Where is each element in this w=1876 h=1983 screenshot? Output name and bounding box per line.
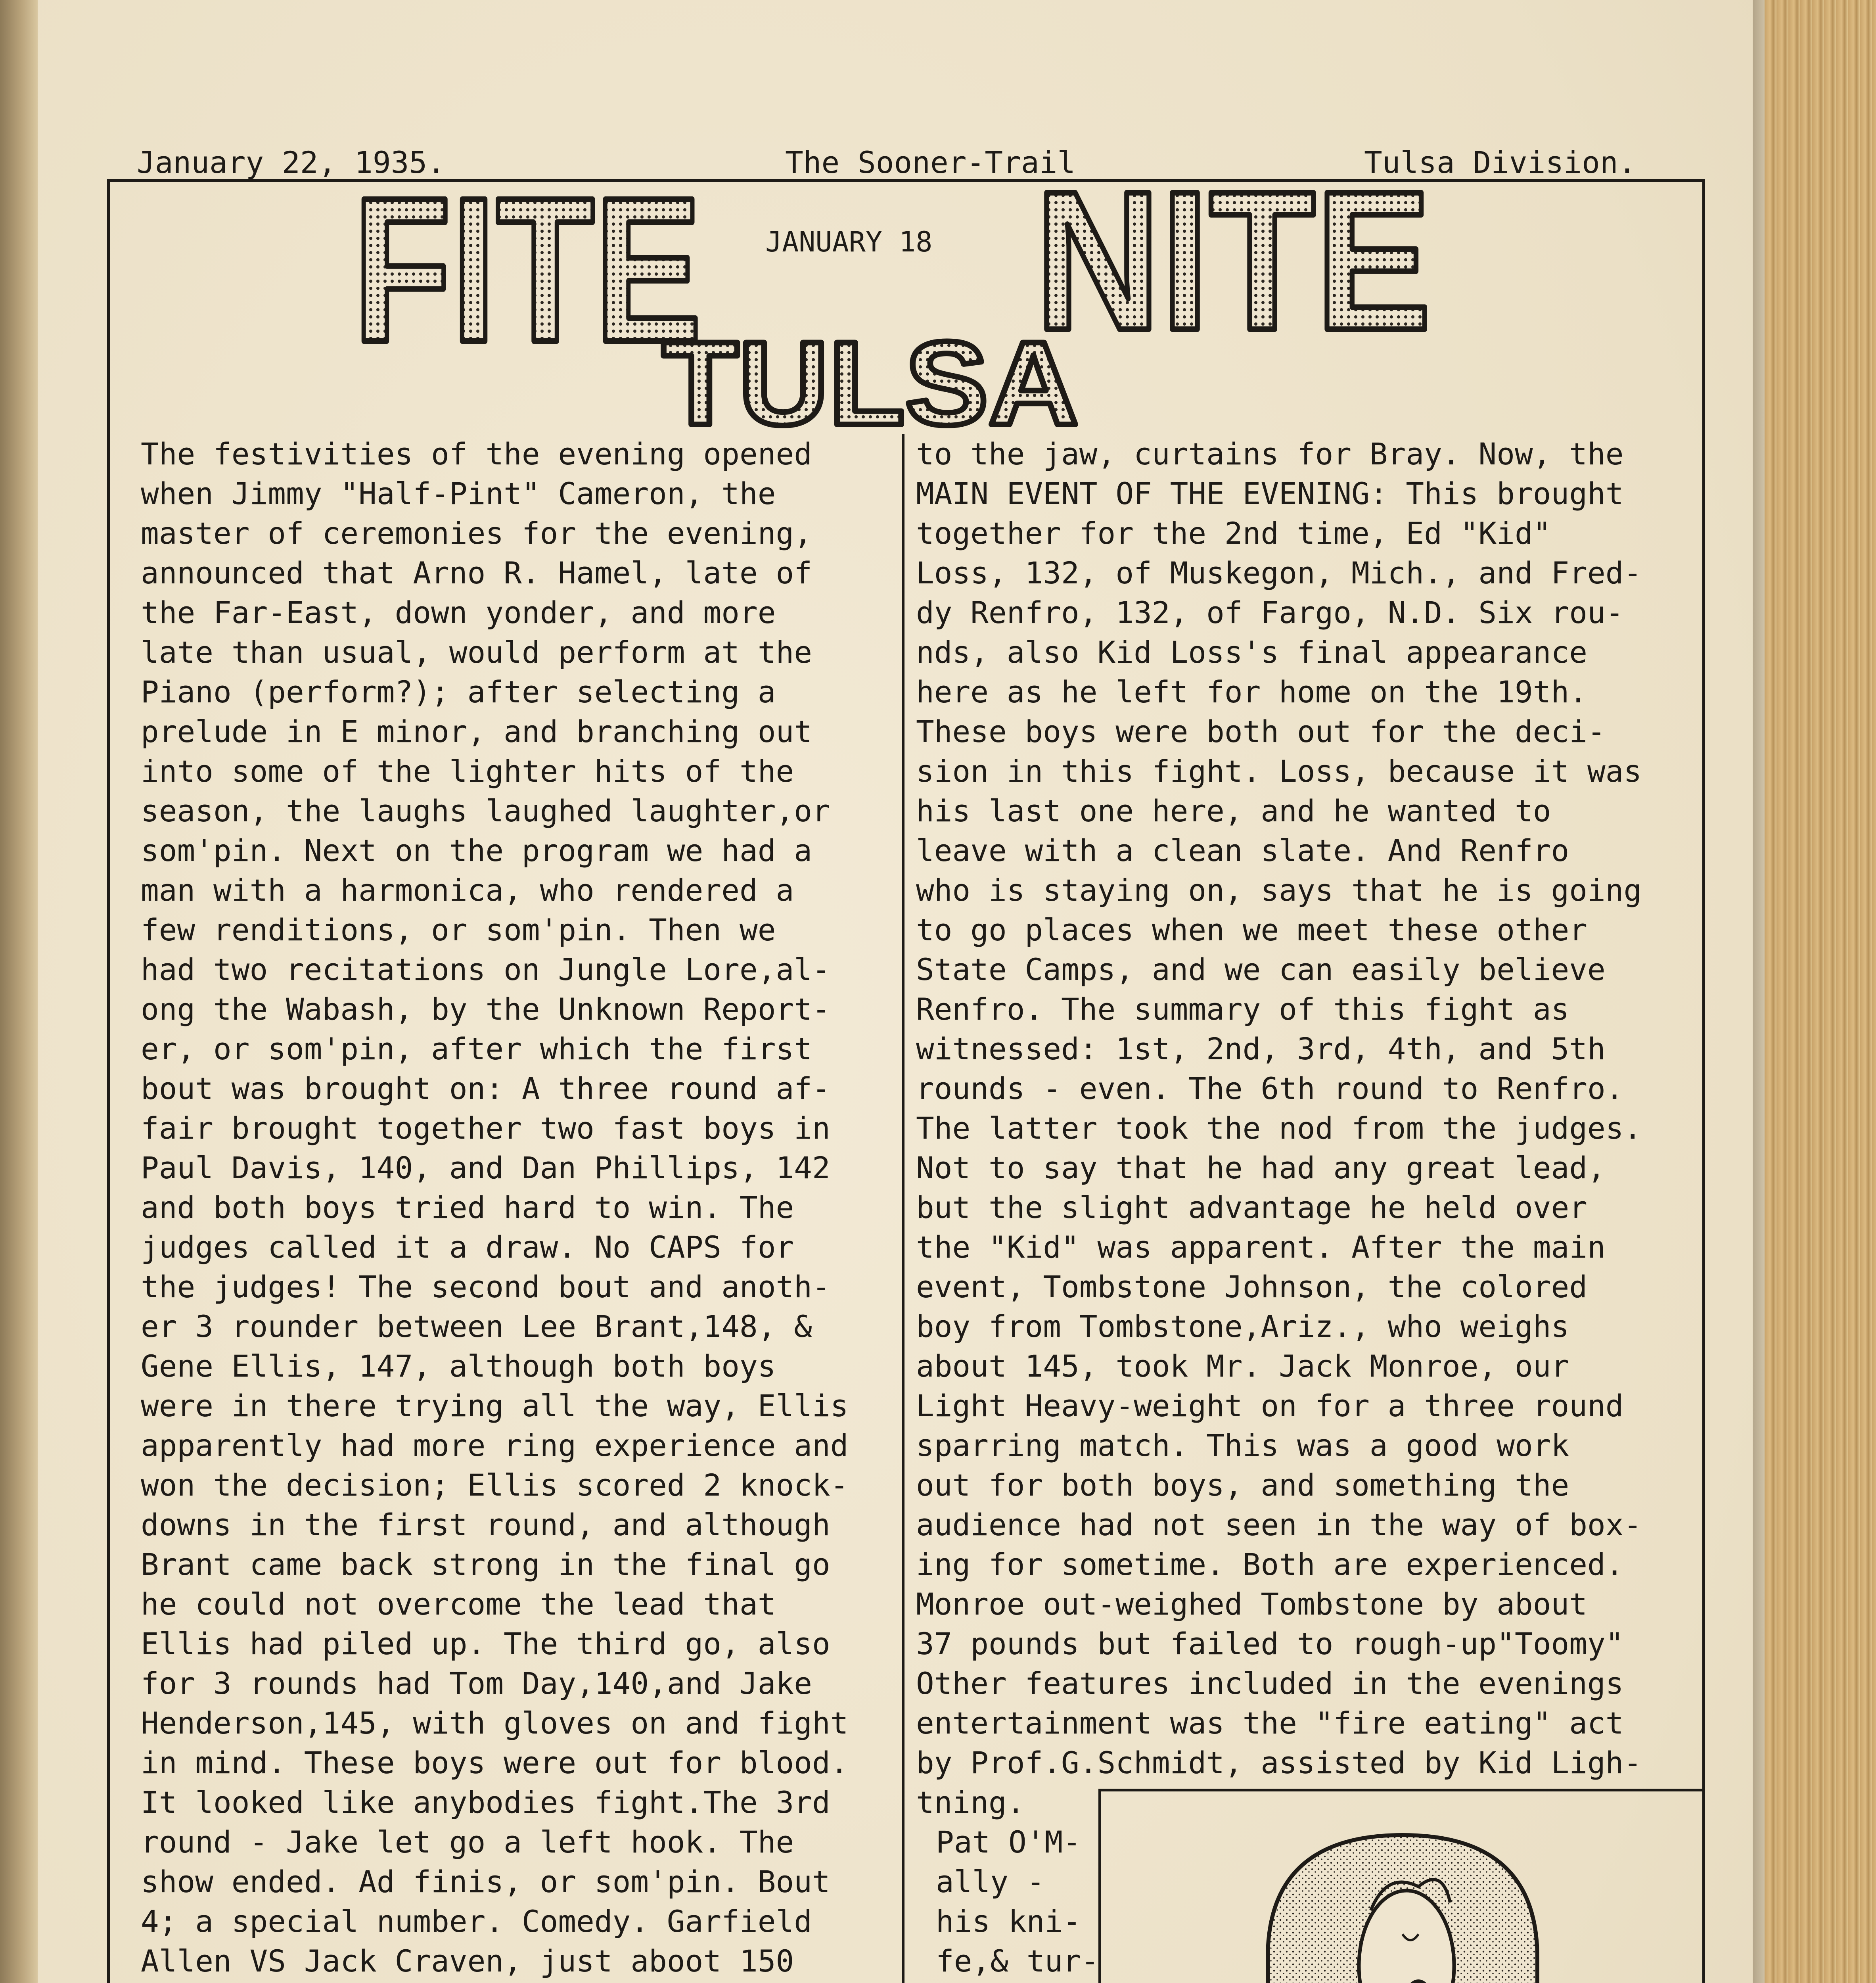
publication-name: The Sooner-Trail — [785, 145, 1076, 180]
article-line: few renditions, or som'pin. Then we — [141, 912, 776, 947]
article-line: season, the laughs laughed laughter,or — [141, 793, 830, 828]
article-line: ong the Wabash, by the Unknown Report- — [141, 992, 830, 1027]
article-line: out for both boys, and something the — [916, 1467, 1569, 1503]
sword-swallower-icon — [1101, 1791, 1705, 1983]
article-line: to the jaw, curtains for Bray. Now, the — [916, 436, 1624, 472]
article-line: round - Jake let go a left hook. The — [141, 1824, 794, 1860]
article-line: Piano (perform?); after selecting a — [141, 674, 776, 710]
cartoon-side-note — [936, 1822, 1099, 1983]
article-line: boy from Tombstone,Ariz., who weighs — [916, 1309, 1569, 1344]
issue-date: January 22, 1935. — [137, 145, 445, 180]
article-line: had two recitations on Jungle Lore,al- — [141, 952, 830, 987]
banner-word-fite: FITE — [353, 171, 702, 385]
article-line: apparently had more ring experience and — [141, 1428, 849, 1463]
article-line: won the decision; Ellis scored 2 knock- — [141, 1467, 849, 1503]
article-line: prelude in E minor, and branching out — [141, 714, 812, 749]
article-line: who is staying on, says that he is going — [916, 873, 1642, 908]
article-line: Light Heavy-weight on for a three round — [916, 1388, 1624, 1423]
article-line: entertainment was the "fire eating" act — [916, 1705, 1624, 1741]
article-line: The latter took the nod from the judges. — [916, 1110, 1642, 1146]
article-line: ally - — [936, 1864, 1045, 1899]
article-line: late than usual, would perform at the — [141, 635, 812, 670]
article-line: tning. — [916, 1785, 1025, 1820]
article-line: fair brought together two fast boys in — [141, 1110, 830, 1146]
article-line: his kni- — [936, 1904, 1081, 1939]
article-line: together for the 2nd time, Ed "Kid" — [916, 516, 1551, 551]
article-line: Pat O'M- — [936, 1824, 1081, 1860]
article-line: leave with a clean slate. And Renfro — [916, 833, 1569, 868]
article-line: witnessed: 1st, 2nd, 3rd, 4th, and 5th — [916, 1031, 1606, 1066]
article-line: ing for sometime. Both are experienced. — [916, 1547, 1624, 1582]
article-line: er 3 rounder between Lee Brant,148, & — [141, 1309, 812, 1344]
article-line: Henderson,145, with gloves on and fight — [141, 1705, 849, 1741]
article-line: and both boys tried hard to win. The — [141, 1190, 794, 1225]
article-line: Renfro. The summary of this fight as — [916, 992, 1569, 1027]
article-line: but the slight advantage he held over — [916, 1190, 1587, 1225]
article-line: the Far-East, down yonder, and more — [141, 595, 776, 630]
article-line: dy Renfro, 132, of Fargo, N.D. Six rou- — [916, 595, 1624, 630]
article-line: Gene Ellis, 147, although both boys — [141, 1348, 776, 1384]
article-line: Allen VS Jack Craven, just aboot 150 — [141, 1943, 794, 1979]
article-line: er, or som'pin, after which the first — [141, 1031, 812, 1066]
article-line: 37 pounds but failed to rough-up"Toomy" — [916, 1626, 1624, 1661]
article-line: It looked like anybodies fight.The 3rd — [141, 1785, 830, 1820]
article-line: sparring match. This was a good work — [916, 1428, 1569, 1463]
article-line: bout was brought on: A three round af- — [141, 1071, 830, 1106]
article-line: Monroe out-weighed Tombstone by about — [916, 1586, 1587, 1622]
article-line: Ellis had piled up. The third go, also — [141, 1626, 830, 1661]
article-line: The festivities of the evening opened — [141, 436, 812, 472]
article-line: Paul Davis, 140, and Dan Phillips, 142 — [141, 1150, 830, 1185]
article-line: 4; a special number. Comedy. Garfield — [141, 1904, 812, 1939]
article-line: som'pin. Next on the program we had a — [141, 833, 812, 868]
article-line — [936, 1981, 1094, 1983]
article-line: audience had not seen in the way of box- — [916, 1507, 1642, 1542]
article-line: were in there trying all the way, Ellis — [141, 1388, 849, 1423]
article-line: master of ceremonies for the evening, — [141, 516, 812, 551]
article-line: sion in this fight. Loss, because it was — [916, 754, 1642, 789]
division-name: Tulsa Division. — [1364, 145, 1636, 180]
banner-title — [353, 171, 1439, 432]
article-line: for 3 rounds had Tom Day,140,and Jake — [141, 1666, 812, 1701]
article-line: man with a harmonica, who rendered a — [141, 873, 794, 908]
article-line: he could not overcome the lead that — [141, 1586, 776, 1622]
banner-word-nite: NITE — [1035, 171, 1431, 371]
article-line: show ended. Ad finis, or som'pin. Bout — [141, 1864, 830, 1899]
article-line — [141, 1981, 894, 1983]
article-line: Loss, 132, of Muskegon, Mich., and Fred- — [916, 555, 1642, 591]
article-line: the judges! The second bout and anoth- — [141, 1269, 830, 1304]
article-line: the "Kid" was apparent. After the main — [916, 1229, 1606, 1265]
article-line: Other features included in the evenings — [916, 1666, 1624, 1701]
article-line: These boys were both out for the deci- — [916, 714, 1606, 749]
article-line: judges called it a draw. No CAPS for — [141, 1229, 794, 1265]
article-line: when Jimmy "Half-Pint" Cameron, the — [141, 476, 776, 511]
article-right-column — [916, 434, 1705, 1822]
column-divider — [902, 434, 904, 1983]
book-binding — [0, 0, 38, 1983]
article-line: fe,& tur- — [936, 1943, 1099, 1979]
article-line: downs in the first round, and although — [141, 1507, 830, 1542]
article-line: nds, also Kid Loss's final appearance — [916, 635, 1587, 670]
article-line: his last one here, and he wanted to — [916, 793, 1551, 828]
article-line: event, Tombstone Johnson, the colored — [916, 1269, 1587, 1304]
cartoon-panel — [1098, 1789, 1705, 1983]
article-line: State Camps, and we can easily believe — [916, 952, 1606, 987]
page-edges — [1765, 0, 1876, 1983]
article-line: Brant came back strong in the final go — [141, 1547, 830, 1582]
article-line: to go places when we meet these other — [916, 912, 1587, 947]
article-line: in mind. These boys were out for blood. — [141, 1745, 849, 1780]
banner-word-tulsa: TULSA — [662, 316, 1079, 432]
article-line: here as he left for home on the 19th. — [916, 674, 1587, 710]
event-date: JANUARY 18 — [765, 226, 933, 258]
article-left-column — [141, 434, 894, 1983]
article-line: into some of the lighter hits of the — [141, 754, 794, 789]
article-line: rounds - even. The 6th round to Renfro. — [916, 1071, 1624, 1106]
article-line: about 145, took Mr. Jack Monroe, our — [916, 1348, 1569, 1384]
article-line: Not to say that he had any great lead, — [916, 1150, 1606, 1185]
article-line: by Prof.G.Schmidt, assisted by Kid Ligh- — [916, 1745, 1642, 1780]
article-line: MAIN EVENT OF THE EVENING: This brought — [916, 476, 1624, 511]
article-line: announced that Arno R. Hamel, late of — [141, 555, 812, 591]
